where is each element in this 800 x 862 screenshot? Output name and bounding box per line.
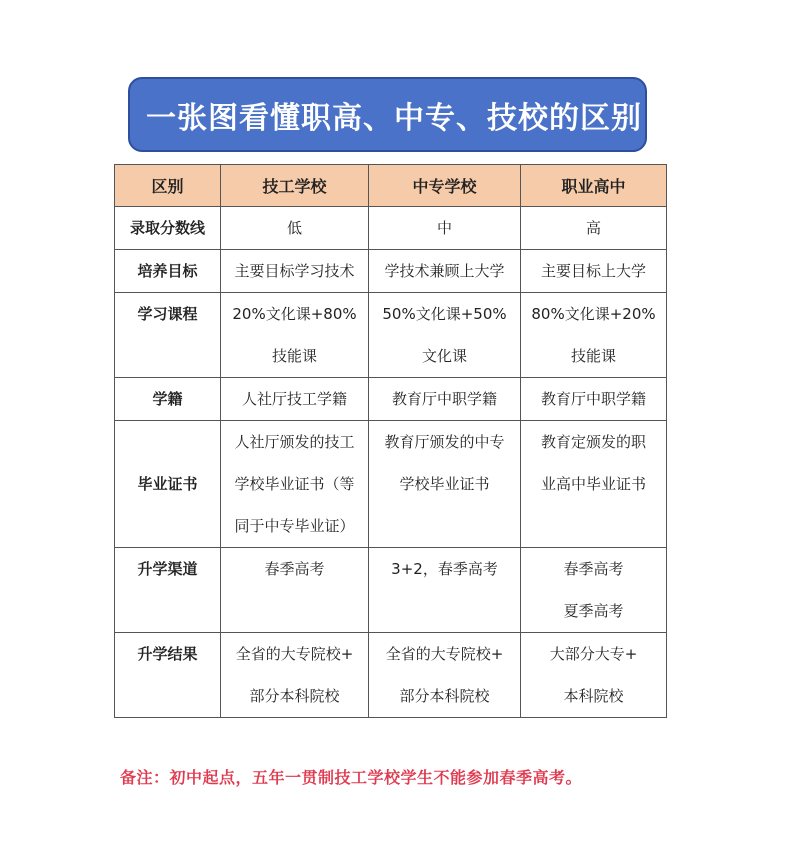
- title-banner: [128, 77, 647, 152]
- table-cell: 人社厅颁发的技工 学校毕业证书（等 同于中专毕业证）: [221, 421, 369, 548]
- table-cell: 全省的大专院校+ 部分本科院校: [221, 633, 369, 718]
- table-row: [115, 207, 667, 250]
- table-cell: 春季高考 夏季高考: [521, 548, 667, 633]
- table-cell: 教育厅中职学籍: [369, 378, 521, 421]
- table-row: [115, 250, 667, 293]
- table-cell: 3+2，春季高考: [369, 548, 521, 633]
- table-row: [115, 293, 667, 378]
- table-row: [115, 421, 667, 548]
- table-cell: 教育厅颁发的中专 学校毕业证书: [369, 421, 521, 548]
- footnote: 备注：初中起点，五年一贯制技工学校学生不能参加春季高考。: [120, 768, 583, 787]
- table-cell: 50%文化课+50% 文化课: [369, 293, 521, 378]
- table-cell: 教育厅中职学籍: [521, 378, 667, 421]
- table-row: [115, 633, 667, 718]
- table-cell: 全省的大专院校+ 部分本科院校: [369, 633, 521, 718]
- header-cell: 技工学校: [221, 165, 369, 207]
- page-title: 一张图看懂职高、中专、技校的区别: [146, 100, 642, 136]
- table-cell: 主要目标学习技术: [221, 250, 369, 293]
- table-cell: 教育定颁发的职 业高中毕业证书: [521, 421, 667, 548]
- table-cell: 20%文化课+80% 技能课: [221, 293, 369, 378]
- header-cell: 中专学校: [369, 165, 521, 207]
- header-cell: 区别: [115, 165, 221, 207]
- comparison-table: [114, 164, 667, 718]
- row-label: 升学渠道: [115, 548, 221, 633]
- table-cell: 低: [221, 207, 369, 250]
- table-cell: 人社厅技工学籍: [221, 378, 369, 421]
- table-header-row: [115, 165, 667, 207]
- row-label: 培养目标: [115, 250, 221, 293]
- table-cell: 高: [521, 207, 667, 250]
- row-label: 录取分数线: [115, 207, 221, 250]
- row-label: 学习课程: [115, 293, 221, 378]
- row-label: 学籍: [115, 378, 221, 421]
- table-cell: 主要目标上大学: [521, 250, 667, 293]
- table-cell: 大部分大专+ 本科院校: [521, 633, 667, 718]
- table-cell: 春季高考: [221, 548, 369, 633]
- row-label: 毕业证书: [115, 421, 221, 548]
- table-cell: 中: [369, 207, 521, 250]
- table-row: [115, 548, 667, 633]
- header-cell: 职业高中: [521, 165, 667, 207]
- table-cell: 学技术兼顾上大学: [369, 250, 521, 293]
- row-label: 升学结果: [115, 633, 221, 718]
- table-row: [115, 378, 667, 421]
- table-cell: 80%文化课+20% 技能课: [521, 293, 667, 378]
